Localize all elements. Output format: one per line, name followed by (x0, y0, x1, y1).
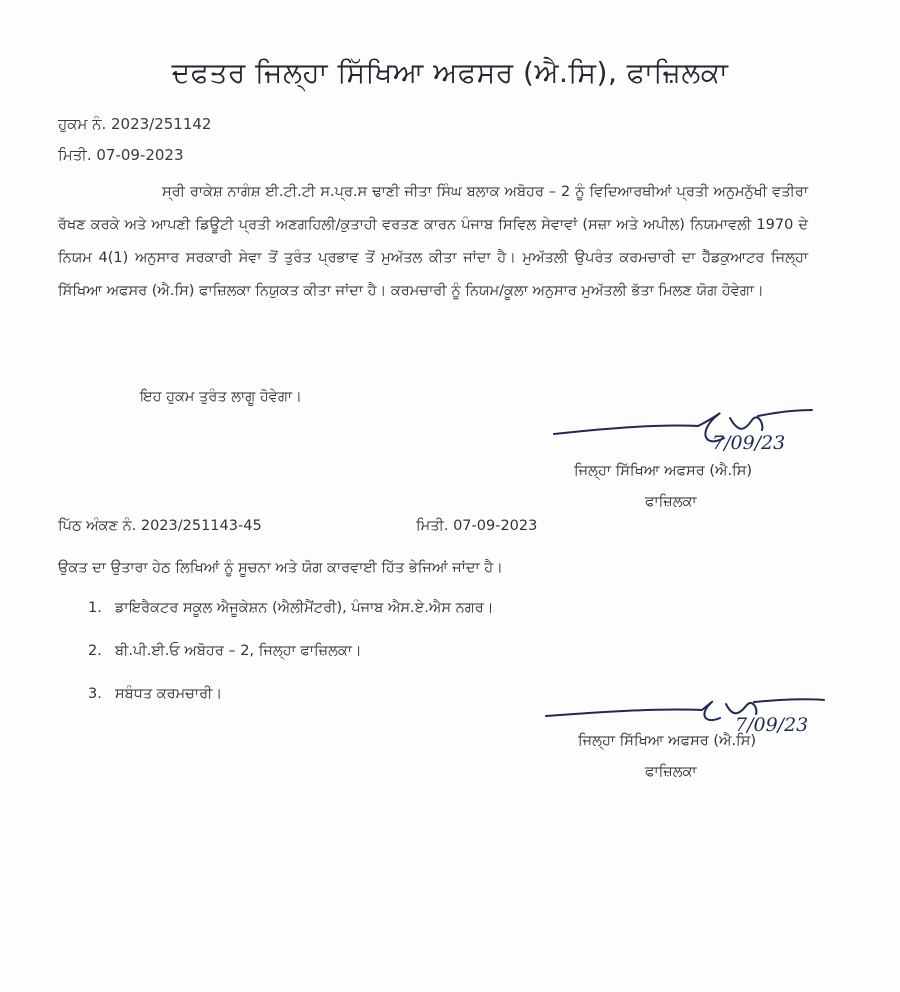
signature-designation-2: ਜਿਲ੍ਹਾ ਸਿੱਖਿਆ ਅਫਸਰ (ਐ.ਸਿ) (578, 733, 757, 749)
recipient-number-1: 1. (88, 600, 102, 616)
order-date: ਮਿਤੀ. 07-09-2023 (58, 146, 184, 164)
order-body-text: ਸ੍ਰੀ ਰਾਕੇਸ਼ ਨਾਗੰਸ਼ ਈ.ਟੀ.ਟੀ ਸ.ਪ੍ਰ.ਸ ਢਾਣੀ ਜੀਤਾ ਸਿੰਘ ਬਲਾਕ ਅਬੋਹਰ – 2 ਨੂੰ ਵਿਦਿਆਰਥੀਆਂ ਪ੍ਰਤੀ ਅਨੁਮਨੁੱਖੀ ਵਤੀਰਾ ਰੱਖਣ ਕਰਕੇ ਅਤੇ ਆਪਣੀ ਡਿਊਟੀ ਪ੍ਰਤੀ ਅਣਗਹਿਲੀ/ਕੁਤਾਹੀ ਵਰਤਣ ਕਾਰਨ ਪੰਜਾਬ ਸਿਵਿਲ ਸੇਵਾਵਾਂ (ਸਜ਼ਾ ਅਤੇ ਅਪੀਲ) ਨਿਯਮਾਵਲੀ 1970 ਦੇ ਨਿਯਮ 4(1) ਅਨੁਸਾਰ ਸਰਕਾਰੀ ਸੇਵਾ ਤੋਂ ਤੁਰੰਤ ਪ੍ਰਭਾਵ ਤੋਂ ਮੁਅੱਤਲ ਕੀਤਾ ਜਾਂਦਾ ਹੈ। ਮੁਅੱਤਲੀ ਉਪਰੰਤ ਕਰਮਚਾਰੀ ਦਾ ਹੈੱਡਕੁਆਟਰ ਜਿਲ੍ਹਾ ਸਿੱਖਿਆ ਅਫਸਰ (ਐ.ਸਿ) ਫਾਜ਼ਿਲਕਾ ਨਿਯੁਕਤ ਕੀਤਾ ਜਾਂਦਾ ਹੈ। ਕਰਮਚਾਰੀ ਨੂੰ ਨਿਯਮ/ਕੂਲਾ ਅਨੁਸਾਰ ਮੁਅੱਤਲੀ ਭੱਤਾ ਮਿਲਣ ਯੋਗ ਹੋਵੇਗਾ। (58, 184, 808, 299)
order-effect: ਇਹ ਹੁਕਮ ਤੁਰੰਤ ਲਾਗੂ ਹੋਵੇਗਾ। (140, 389, 302, 405)
endorsement-number: ਪਿੱਠ ਅੰਕਣ ਨੰ. 2023/251143-45 (58, 518, 262, 534)
recipient-item-3: ਸਬੰਧਤ ਕਰਮਚਾਰੀ। (115, 686, 223, 702)
signature-place-1: ਫਾਜ਼ਿਲਕਾ (645, 494, 697, 510)
order-number: ਹੁਕਮ ਨੰ. 2023/251142 (58, 115, 212, 133)
signature-date-1: 7/09/23 (712, 432, 786, 454)
endorsement-intro: ਉਕਤ ਦਾ ਉਤਾਰਾ ਹੇਠ ਲਿਖਿਆਂ ਨੂੰ ਸੂਚਨਾ ਅਤੇ ਯੋਗ ਕਾਰਵਾਈ ਹਿੱਤ ਭੇਜਿਆਂ ਜਾਂਦਾ ਹੈ। (58, 560, 503, 576)
office-title: ਦਫਤਰ ਜਿਲ੍ਹਾ ਸਿੱਖਿਆ ਅਫਸਰ (ਐ.ਸਿ), ਫਾਜ਼ਿਲਕਾ (171, 56, 729, 89)
signature-place-2: ਫਾਜ਼ਿਲਕਾ (645, 764, 697, 780)
recipient-number-3: 3. (88, 686, 102, 702)
recipient-item-1: ਡਾਇਰੈਕਟਰ ਸਕੂਲ ਐਜੂਕੇਸ਼ਨ (ਐਲੀਮੈਂਟਰੀ), ਪੰਜਾਬ ਐਸ.ਏ.ਐਸ ਨਗਰ। (115, 600, 494, 616)
signature-designation-1: ਜਿਲ੍ਹਾ ਸਿੱਖਿਆ ਅਫਸਰ (ਐ.ਸਿ) (574, 463, 753, 479)
signature-date-2: 7/09/23 (735, 714, 809, 736)
order-body (58, 176, 808, 308)
endorsement-date: ਮਿਤੀ. 07-09-2023 (416, 518, 538, 534)
recipient-number-2: 2. (88, 643, 102, 659)
recipient-item-2: ਬੀ.ਪੀ.ਈ.ਓ ਅਬੋਹਰ – 2, ਜਿਲ੍ਹਾ ਫਾਜ਼ਿਲਕਾ। (115, 643, 362, 659)
